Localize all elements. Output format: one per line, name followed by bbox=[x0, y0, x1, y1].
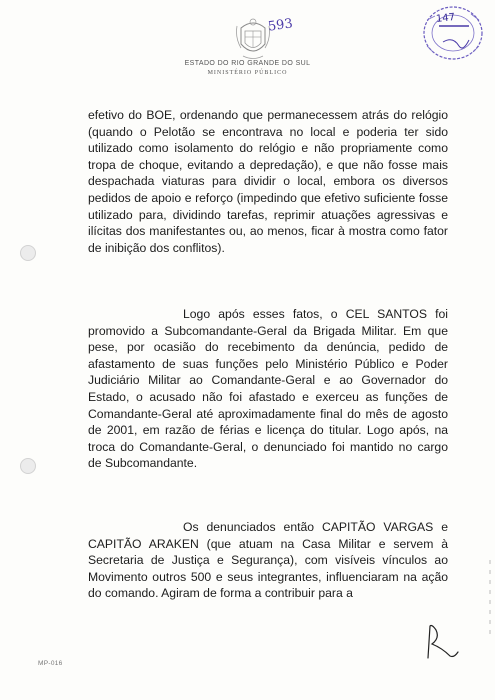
header-state-name: ESTADO DO RIO GRANDE DO SUL bbox=[184, 60, 311, 67]
punch-hole bbox=[20, 458, 36, 474]
handwritten-signature bbox=[420, 622, 460, 660]
paragraph-3: Os denunciados então CAPITÃO VARGAS e CAPITÃO ARAKEN (que atuam na Casa Militar e servem à Secretaria de Justiça e Segurança), com visíveis vínculos ao Movimento outros 500 e seus integrantes, influenciaram na ação do comando. Agiram de forma a contribuir para a bbox=[88, 520, 448, 601]
page-edge-marks bbox=[488, 560, 492, 640]
handwritten-page-number: 593 bbox=[267, 16, 294, 35]
paragraph-2: Logo após esses fatos, o CEL SANTOS foi promovido a Subcomandante-Geral da Brigada Militar. Em que pese, por ocasião do recebimento da denúncia, pedido de afastamento de suas funções pelo Ministério Público e Poder Judiciário Militar ao Comandante-Geral e ao Governador do Estado, o acusado não foi afastado e exerceu as funções de Comandante-Geral até aproximadamente final do mês de agosto de 2001, em razão de férias e licença do titular. Logo após, na troca do Comandante-Geral, o denunciado foi mantido no cargo de Subcomandante. bbox=[88, 307, 448, 471]
punch-hole bbox=[20, 245, 36, 261]
paragraph-1: efetivo do BOE, ordenando que permanecessem atrás do relógio (quando o Pelotão se encontrava no local e poderia ter sido utilizado como isolamento do relógio e não propriamente como tropa de choque, evitando a depredação), e que não fosse mais despachada viaturas para dividir o local, embora os diversos pedidos de apoio e reforço (impedindo que efetivo suficiente fosse utilizado para, dividindo tarefas, reprimir atuações agressivas e ilícitas dos manifestantes ou, ao menos, ficar à mostra como fator de inibição dos conflitos). bbox=[88, 108, 448, 255]
header-institution: MINISTÉRIO PÚBLICO bbox=[207, 70, 288, 76]
stamp-number: 147 bbox=[435, 12, 456, 25]
form-code: MP-016 bbox=[38, 660, 63, 667]
